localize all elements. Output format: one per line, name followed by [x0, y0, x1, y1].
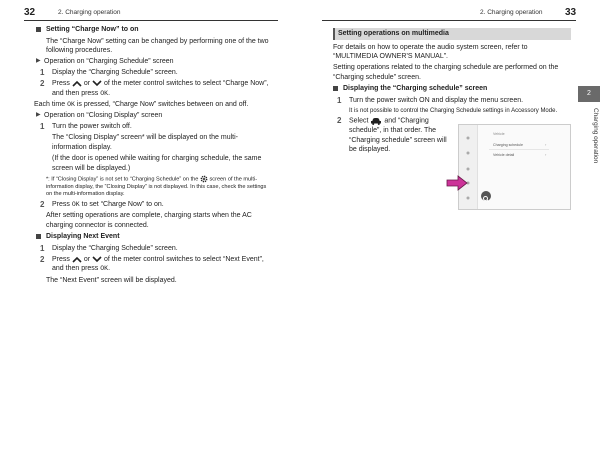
sidebar-icons [464, 135, 472, 205]
paragraph: For details on how to operate the audio system screen, refer to “MULTIMEDIA OWNER’S MANUAL”. [333, 43, 528, 61]
right-running-head: 2. Charging operation [480, 9, 543, 16]
gear-icon [200, 175, 208, 183]
left-running-head: 2. Charging operation [58, 9, 121, 16]
left-column [36, 25, 270, 287]
footnote: *: If “Closing Display” is not set to “Charging Schedule” on the screen of the multi-information display, the “Closing Display” is not displayed. In this case, check the settings on the multi-information display. [46, 176, 267, 197]
right-header-rule [322, 20, 576, 21]
pointer-arrow-icon [446, 175, 472, 191]
step-1: 1 Turn the power switch off. [40, 122, 132, 132]
step-2: 2 Select and “Charging schedule”, in that order. The “Charging schedule” screen will be displayed. [337, 116, 447, 154]
step-1: 1 Turn the power switch ON and display the menu screen. [337, 95, 524, 105]
search-icon [481, 191, 491, 201]
operation-heading: ▶ Operation on “Charging Schedule” screen [36, 58, 174, 66]
paragraph: Each time OK is pressed, “Charge Now” switches between on and off. [34, 101, 249, 109]
menu-divider [489, 149, 549, 150]
screen-item-charging-schedule: Charging schedule [493, 143, 523, 147]
screen-item-vehicle-detail: Vehicle detail [493, 153, 515, 157]
section-title-bar: Setting operations on multimedia [333, 28, 571, 40]
square-bullet-icon [36, 234, 41, 239]
down-arrow-icon [92, 80, 102, 87]
paragraph: Setting operations related to the charging schedule are performed on the “Charging schedule” screen. [333, 64, 559, 81]
ok-button-label: OK [71, 200, 80, 208]
screen-header: Vehicle [493, 132, 505, 136]
ok-button-label: OK [100, 265, 109, 273]
step-1: 1 Display the “Charging Schedule” screen. [40, 243, 178, 253]
chevron-right-icon: › [545, 152, 547, 157]
section-heading: Setting “Charge Now” to on [36, 25, 270, 35]
car-icon [370, 116, 382, 125]
right-page-number: 33 [565, 7, 577, 18]
paragraph: After setting operations are complete, charging starts when the AC charging connector is connected. [46, 212, 252, 229]
chapter-tab: 2 [578, 86, 600, 102]
left-page-number: 32 [24, 7, 36, 18]
step-note: It is not possible to control the Charging Schedule settings in Accessory Mode. [349, 107, 558, 114]
paragraph: (If the door is opened while waiting for charging schedule, the same screen will be displayed.) [52, 155, 262, 172]
paragraph: The “Charge Now” setting can be changed by performing one of the two following procedures. [46, 37, 269, 55]
left-header-rule [24, 20, 278, 21]
section-heading: Displaying Next Event [36, 232, 270, 242]
step-2: 2 Press or of the meter control switches to select “Charge Now”, and then press OK. [40, 79, 269, 98]
chapter-tab-label: Charging operation [592, 108, 599, 164]
down-arrow-icon [92, 256, 102, 263]
multimedia-screen-illustration [458, 124, 571, 210]
triangle-bullet-icon: ▶ [36, 112, 41, 119]
ok-button-label: OK [67, 101, 75, 109]
triangle-bullet-icon: ▶ [36, 58, 41, 65]
up-arrow-icon [72, 256, 82, 263]
section-heading: Displaying the “Charging schedule” screen [333, 84, 571, 94]
chevron-right-icon: › [545, 142, 547, 147]
up-arrow-icon [72, 80, 82, 87]
ok-button-label: OK [100, 90, 109, 98]
operation-heading: ▶ Operation on “Closing Display” screen [36, 112, 163, 120]
step-2: 2 Press OK to set “Charge Now” to on. [40, 199, 164, 209]
square-bullet-icon [36, 27, 41, 32]
paragraph: The “Closing Display” screen* will be displayed on the multi-information display. [52, 134, 238, 152]
step-1: 1 Display the “Charging Schedule” screen. [40, 68, 178, 78]
step-2: 2 Press or of the meter control switches to select “Next Event”, and then press OK. [40, 254, 264, 273]
paragraph: The “Next Event” screen will be displayed. [46, 276, 177, 284]
square-bullet-icon [333, 86, 338, 91]
